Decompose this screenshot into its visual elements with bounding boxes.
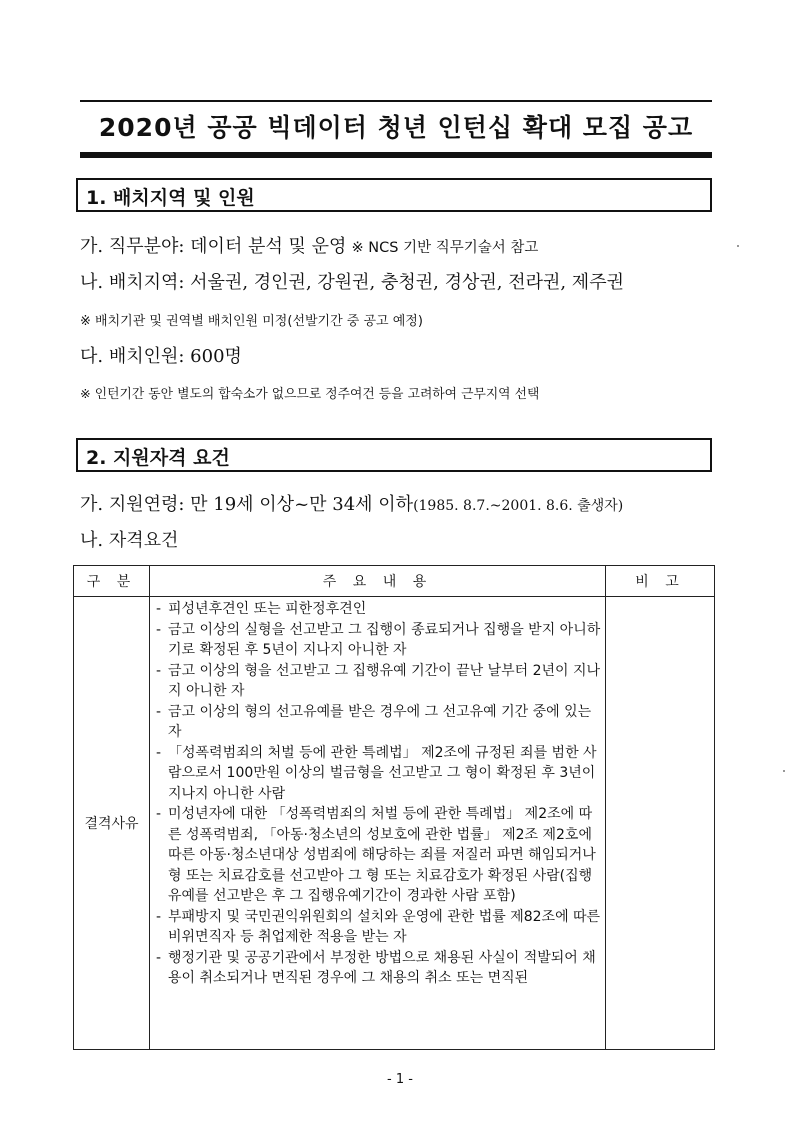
list-item: - 미성년자에 대한 「성폭력범죄의 처벌 등에 관한 특례법」 제2조에 따른 성폭력범죄, 「아동·청소년의 성보호에 관한 법률」 제2조 제2호에 따른 아동·청소년대상 성범죄에 해당하는 죄를 저질러 파면 해임되거나 형 또는 치료감호를 선고받아 그 형 또는 치료감호가 확정된 사람(집행유예를 선고받은 후 그 집행유예기간이 경과한 사람 포함) bbox=[156, 806, 596, 904]
category-cell: 결격사유 bbox=[74, 597, 150, 1050]
list-item: - 행정기관 및 공공기관에서 부정한 방법으로 채용된 사실이 적발되어 채용이 취소되거나 면직된 경우에 그 채용의 취소 또는 면직된 bbox=[156, 949, 596, 986]
job-field-line bbox=[80, 232, 538, 258]
list-item: - 금고 이상의 실형을 선고받고 그 집행이 종료되거나 집행을 받지 아니하기로 확정된 후 5년이 지나지 아니한 자 bbox=[156, 621, 601, 658]
header-remark: 비 고 bbox=[606, 566, 715, 597]
scan-speck bbox=[737, 245, 739, 247]
job-field-label: 가. 직무분야: 데이터 분석 및 운영 bbox=[80, 236, 347, 257]
header-content: 주 요 내 용 bbox=[150, 566, 606, 597]
requirements-table bbox=[73, 565, 715, 1050]
list-item: - 금고 이상의 형의 선고유예를 받은 경우에 그 선고유예 기간 중에 있는 자 bbox=[156, 703, 592, 740]
title-block bbox=[80, 100, 712, 158]
title-bottom-rule bbox=[80, 152, 712, 158]
list-item: - 피성년후견인 또는 피한정후견인 bbox=[156, 601, 367, 617]
headcount-note: ※ 인턴기간 동안 별도의 합숙소가 없으므로 정주여건 등을 고려하여 근무지역 선택 bbox=[80, 387, 540, 402]
age-detail: (1985. 8.7.~2001. 8.6. 출생자) bbox=[413, 498, 624, 514]
section-2-heading: 2. 지원자격 요건 bbox=[76, 438, 712, 472]
age-label: 가. 지원연령: 만 19세 이상~만 34세 이하 bbox=[80, 494, 414, 515]
section-1-heading: 1. 배치지역 및 인원 bbox=[76, 178, 712, 212]
job-field-note: ※ NCS 기반 직무기술서 참고 bbox=[351, 240, 539, 256]
headcount-line: 다. 배치인원: 600명 bbox=[80, 346, 242, 367]
remark-cell bbox=[606, 597, 715, 1050]
region-line: 나. 배치지역: 서울권, 경인권, 강원권, 충청권, 경상권, 전라권, 제주권 bbox=[80, 272, 624, 293]
table-header-row bbox=[74, 566, 715, 597]
content-cell bbox=[150, 597, 606, 1050]
page-number: - 1 - bbox=[387, 1072, 413, 1087]
table-row bbox=[74, 597, 715, 1050]
age-line bbox=[80, 490, 623, 516]
scan-speck bbox=[783, 770, 785, 772]
qualification-label: 나. 자격요건 bbox=[80, 530, 179, 551]
region-note: ※ 배치기관 및 권역별 배치인원 미정(선발기간 중 공고 예정) bbox=[80, 314, 423, 329]
list-item: - 부패방지 및 국민권익위원회의 설치와 운영에 관한 법률 제82조에 따른 비위면직자 등 취업제한 적용을 받는 자 bbox=[156, 908, 601, 945]
header-category: 구 분 bbox=[74, 566, 150, 597]
list-item: - 금고 이상의 형을 선고받고 그 집행유예 기간이 끝난 날부터 2년이 지나지 아니한 자 bbox=[156, 662, 601, 699]
page-title: 2020년 공공 빅데이터 청년 인턴십 확대 모집 공고 bbox=[98, 113, 694, 142]
list-item: - 「성폭력범죄의 처벌 등에 관한 특례법」 제2조에 규정된 죄를 범한 사람으로서 100만원 이상의 벌금형을 선고받고 그 형이 확정된 후 3년이 지나지 아니한 사람 bbox=[156, 744, 597, 802]
